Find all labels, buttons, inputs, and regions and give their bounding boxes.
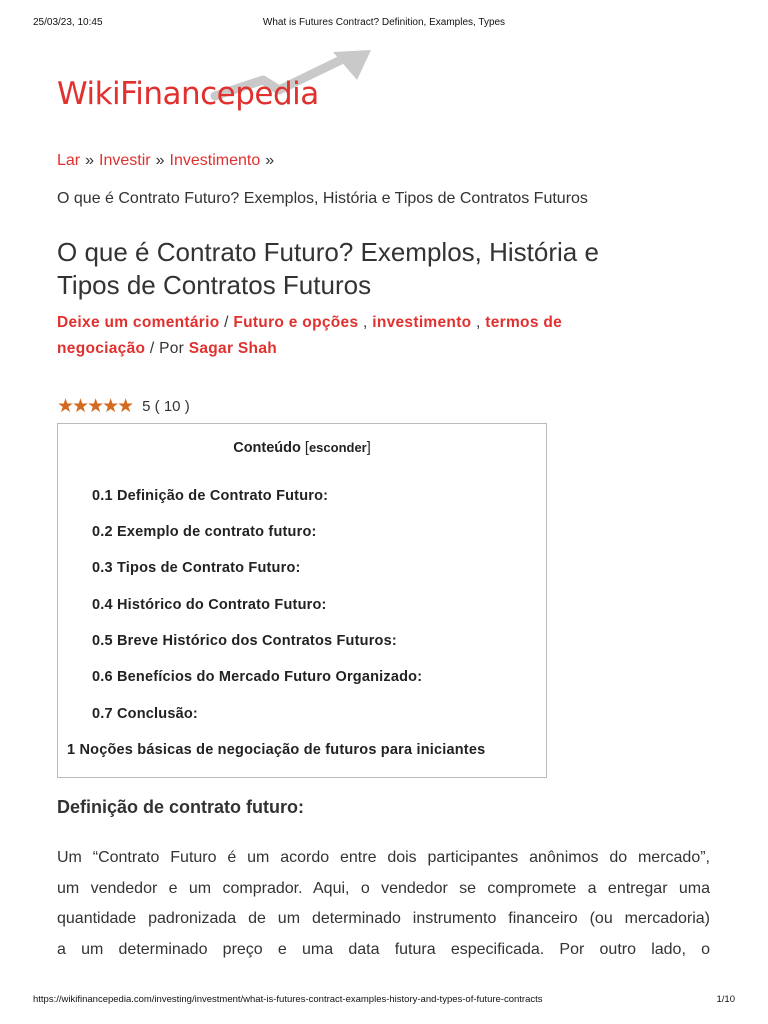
breadcrumb-link-home[interactable]: Lar xyxy=(57,152,81,169)
toc-item[interactable]: 0.7 Conclusão: xyxy=(92,706,198,722)
category-link-futuro[interactable]: Futuro e opções xyxy=(233,314,359,331)
star-icons[interactable]: ★★★★★ xyxy=(57,396,133,417)
comment-link[interactable]: Deixe um comentário xyxy=(57,314,220,331)
toc-item[interactable]: 1 Noções básicas de negociação de futuros para iniciantes xyxy=(67,742,486,758)
toc-header xyxy=(58,440,546,456)
author-link[interactable]: Sagar Shah xyxy=(188,340,278,357)
toc-item[interactable]: 0.4 Histórico do Contrato Futuro: xyxy=(92,597,327,613)
toc-item[interactable]: 0.6 Benefícios do Mercado Futuro Organizado: xyxy=(92,669,423,685)
toc-bracket-close: ] xyxy=(366,440,371,456)
breadcrumb-separator: » xyxy=(85,152,95,169)
print-datetime: 25/03/23, 10:45 xyxy=(33,17,103,28)
section-heading: Definição de contrato futuro: xyxy=(57,797,304,817)
print-url: https://wikifinancepedia.com/investing/investment/what-is-futures-contract-examples-history-and-types-of-future-contracts xyxy=(33,994,543,1005)
toc-item[interactable]: 0.5 Breve Histórico dos Contratos Futuros: xyxy=(92,633,397,649)
toc-toggle-button[interactable]: esconder xyxy=(308,440,367,455)
star-rating[interactable] xyxy=(57,395,190,417)
breadcrumb-separator: » xyxy=(155,152,165,169)
meta-separator: / xyxy=(219,314,234,331)
toc-bracket-open: [ xyxy=(304,440,309,456)
toc-item[interactable]: 0.2 Exemplo de contrato futuro: xyxy=(92,524,317,540)
category-link-termos-part1: termos de xyxy=(485,314,563,331)
meta-by: / Por xyxy=(145,340,189,357)
section-paragraph xyxy=(57,843,710,965)
logo-text: WikiFinancepedia xyxy=(57,76,319,112)
paragraph-line: a um determinado preço e uma data futura especificada. Por outro lado, o xyxy=(57,940,710,958)
site-logo[interactable] xyxy=(57,50,387,125)
print-header xyxy=(0,17,768,31)
print-doc-title: What is Futures Contract? Definition, Examples, Types xyxy=(262,17,506,28)
category-link-termos-part2: negociação xyxy=(57,340,146,357)
print-page-number: 1/10 xyxy=(716,994,735,1005)
article-title-line2: Tipos de Contratos Futuros xyxy=(57,270,372,300)
breadcrumb-link-investimento[interactable]: Investimento xyxy=(169,152,261,169)
breadcrumb-current: O que é Contrato Futuro? Exemplos, História e Tipos de Contratos Futuros xyxy=(57,190,588,207)
toc-item[interactable]: 0.3 Tipos de Contrato Futuro: xyxy=(92,560,301,576)
meta-separator: , xyxy=(471,314,486,331)
article-title-line1: O que é Contrato Futuro? Exemplos, História e xyxy=(57,237,599,267)
table-of-contents xyxy=(57,423,547,778)
article-meta xyxy=(57,310,657,362)
print-footer xyxy=(0,994,768,1008)
paragraph-line: um vendedor e um comprador. Aqui, o vendedor se compromete a entregar uma xyxy=(57,879,710,897)
toc-heading: Conteúdo xyxy=(233,440,301,456)
paragraph-line: Um “Contrato Futuro é um acordo entre dois participantes anônimos do mercado”, xyxy=(57,849,710,866)
breadcrumb-separator: » xyxy=(265,152,275,169)
meta-separator: , xyxy=(358,314,373,331)
category-link-investimento[interactable]: investimento xyxy=(372,314,472,331)
article-title xyxy=(57,236,697,302)
breadcrumb xyxy=(57,152,279,170)
rating-score: 5 ( 10 ) xyxy=(142,398,190,415)
paragraph-line: quantidade padronizada de um determinado instrumento financeiro (ou mercadoria) xyxy=(57,910,710,927)
breadcrumb-link-investir[interactable]: Investir xyxy=(99,152,151,169)
toc-item[interactable]: 0.1 Definição de Contrato Futuro: xyxy=(92,488,329,504)
